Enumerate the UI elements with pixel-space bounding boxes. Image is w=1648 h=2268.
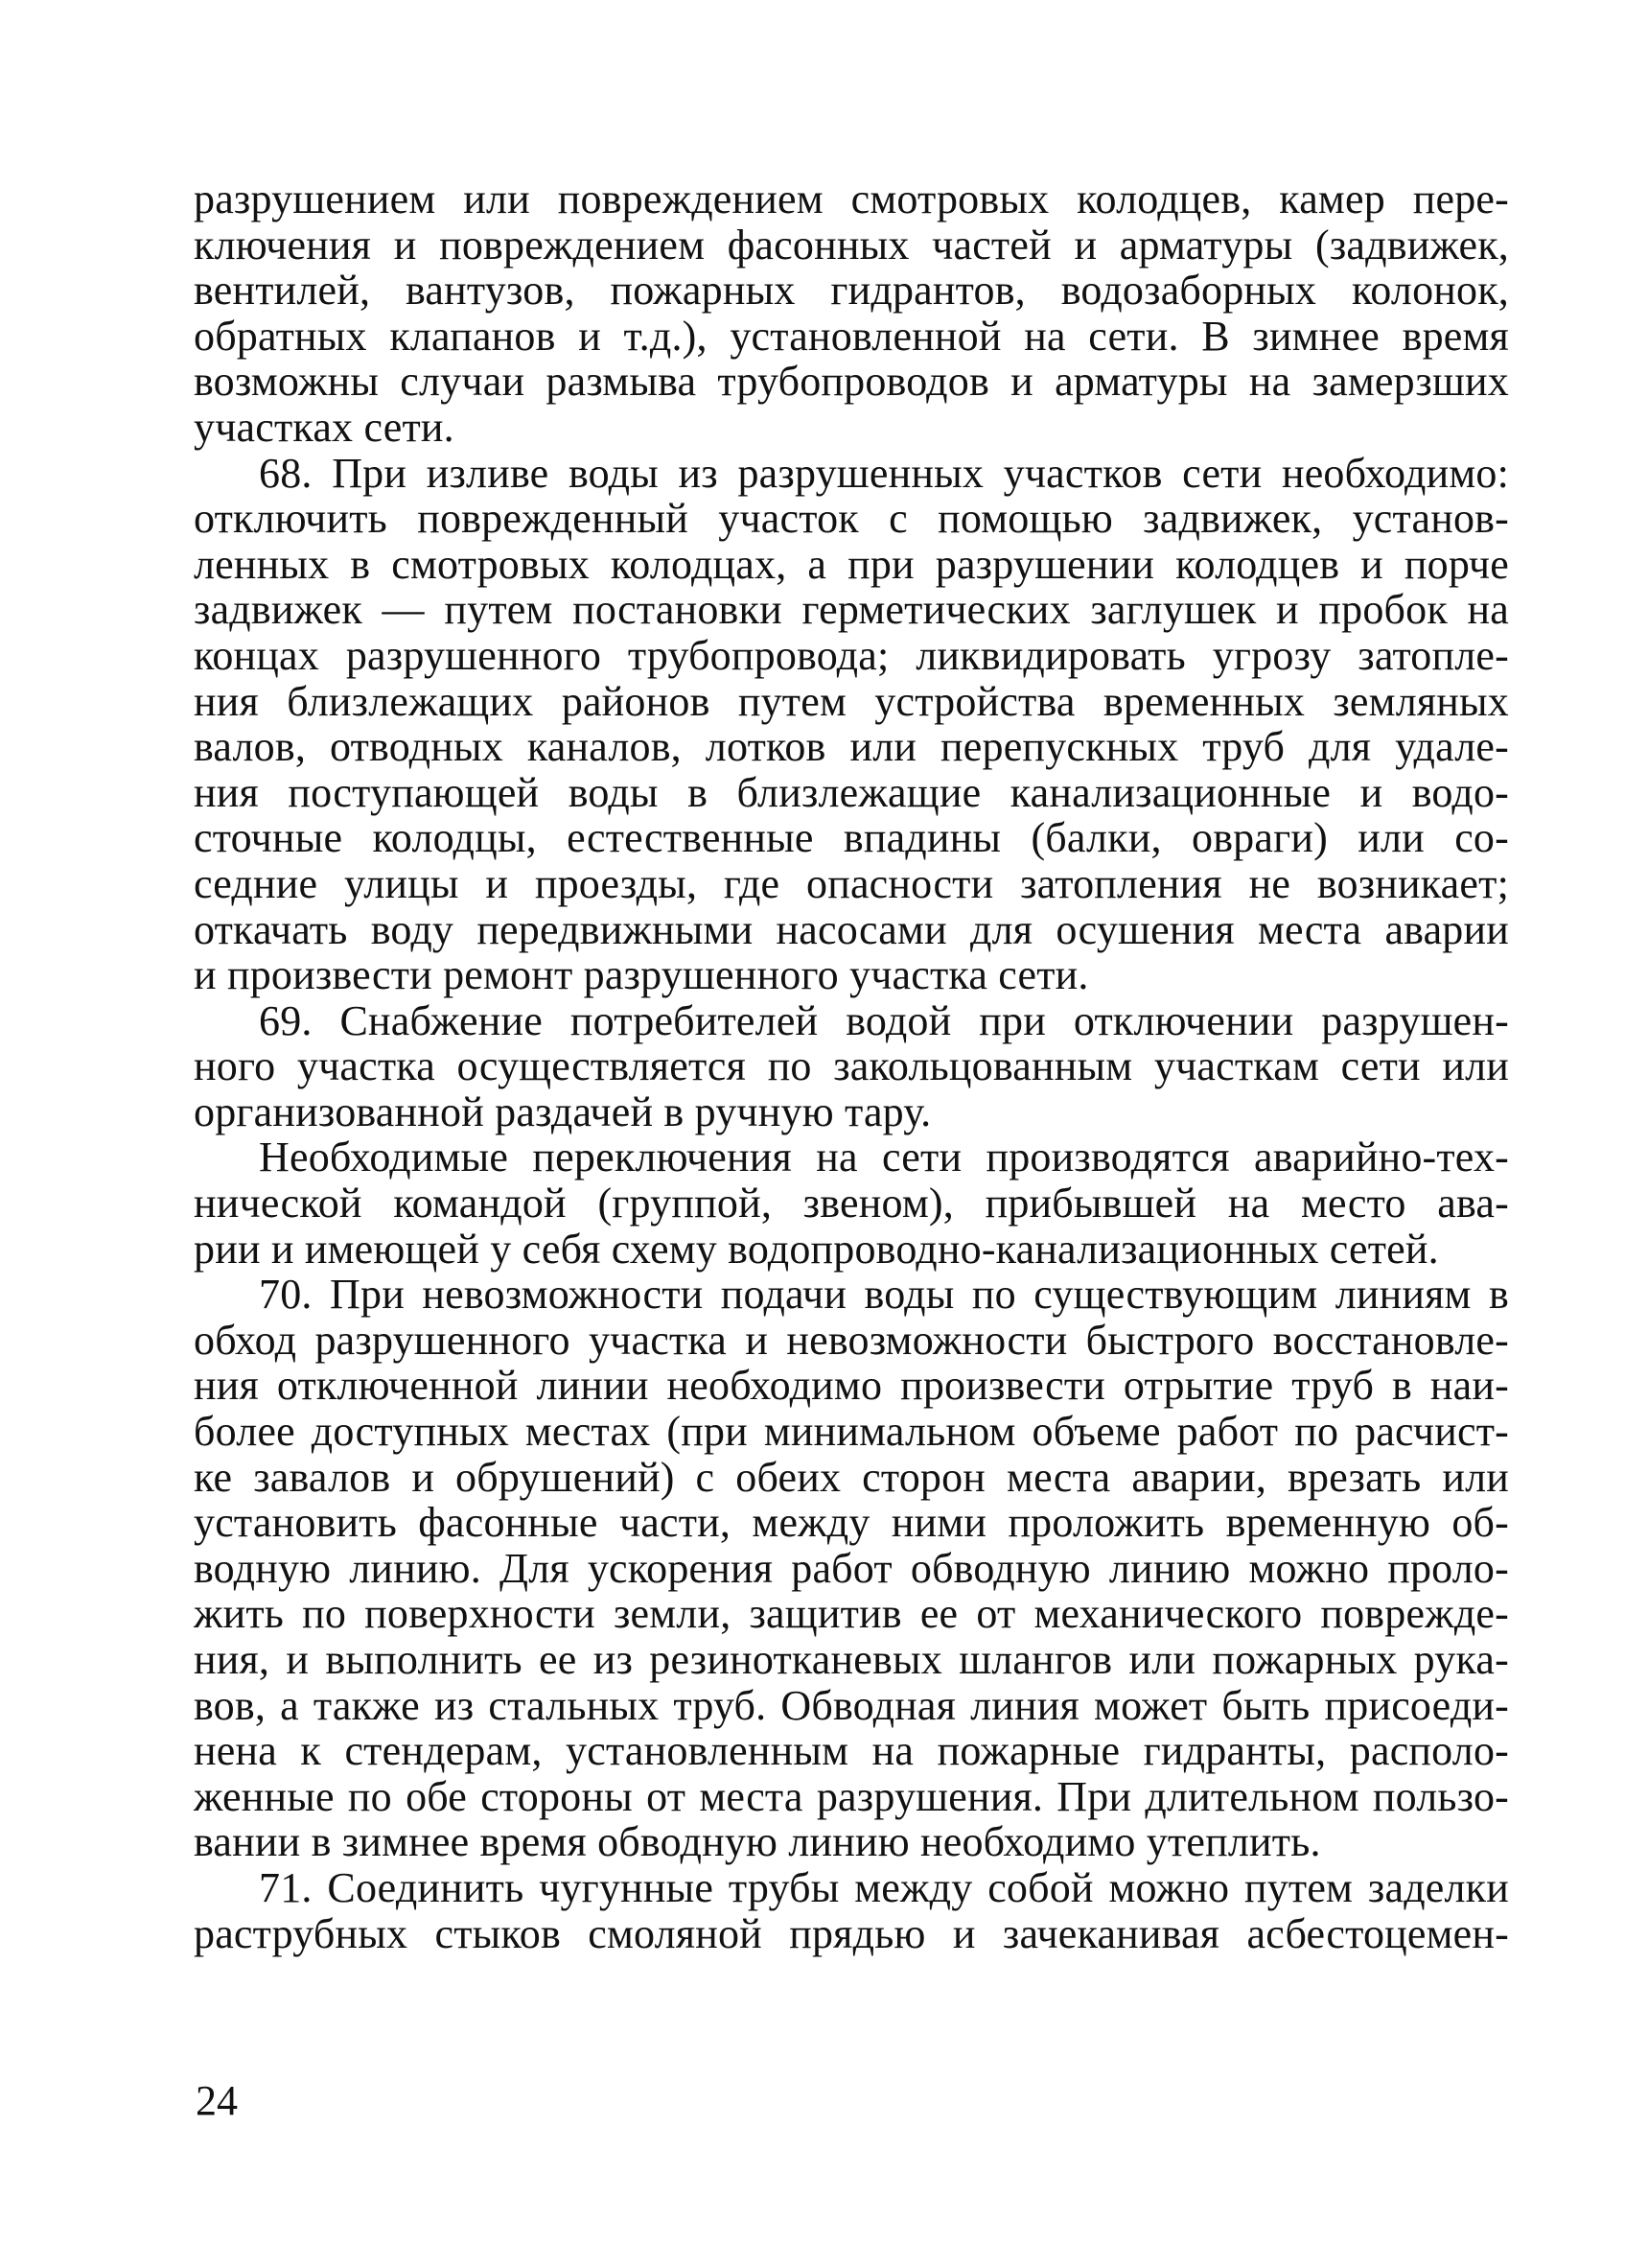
text-line: валов, отводных каналов, лотков или перепускных труб для удале- <box>194 723 1509 771</box>
text-line: седние улицы и проезды, где опасности затопления не возникает; <box>194 859 1509 907</box>
text-line: обратных клапанов и т.д.), установленной на сети. В зимнее время <box>194 312 1509 360</box>
paragraph-continuation <box>194 176 1509 451</box>
text-line: и произвести ремонт разрушенного участка сети. <box>194 951 1089 999</box>
text-line: нической командой (группой, звеном), прибывшей на место ава- <box>194 1180 1509 1228</box>
paragraph-69 <box>194 998 1509 1135</box>
text-line: 71. Соединить чугунные трубы между собой можно путем заделки <box>259 1863 1509 1911</box>
text-line: водную линию. Для ускорения работ обводную линию можно проло- <box>194 1544 1509 1592</box>
paragraph-69-switching <box>194 1134 1509 1272</box>
text-line: 68. При изливе воды из разрушенных участков сети необходимо: <box>259 449 1509 497</box>
text-line: раструбных стыков смоляной прядью и зачеканивая асбестоцемен- <box>194 1909 1509 1957</box>
text-line: отключить поврежденный участок с помощью задвижек, установ- <box>194 495 1509 543</box>
text-line: ния близлежащих районов путем устройства временных земляных <box>194 677 1509 725</box>
text-line: ключения и повреждением фасонных частей и арматуры (задвижек, <box>194 221 1509 269</box>
text-line: ния поступающей воды в близлежащие канализационные и водо- <box>194 768 1509 816</box>
text-line: ленных в смотровых колодцах, а при разрушении колодцев и порче <box>194 540 1509 588</box>
text-line: обход разрушенного участка и невозможности быстрого восстановле- <box>194 1316 1509 1364</box>
text-line: жить по поверхности земли, защитив ее от механического поврежде- <box>194 1590 1509 1638</box>
text-line: возможны случаи размыва трубопроводов и арматуры на замерзших <box>194 358 1509 406</box>
text-line: разрушением или повреждением смотровых колодцев, камер пере- <box>194 175 1509 222</box>
text-line: ния отключенной линии необходимо произвести отрытие труб в наи- <box>194 1362 1509 1410</box>
body-text <box>194 176 1509 1956</box>
text-line: ке завалов и обрушений) с обеих сторон места аварии, врезать или <box>194 1453 1509 1501</box>
text-line: женные по обе стороны от места разрушения. При длительном пользо- <box>194 1772 1509 1820</box>
text-line: установить фасонные части, между ними проложить временную об- <box>194 1499 1509 1547</box>
text-line: Необходимые переключения на сети производятся аварийно-тех- <box>259 1134 1509 1181</box>
text-line: откачать воду передвижными насосами для осушения места аварии <box>194 905 1509 953</box>
paragraph-68 <box>194 451 1509 998</box>
text-line: более доступных местах (при минимальном объеме работ по расчист- <box>194 1408 1509 1456</box>
text-line: 69. Снабжение потребителей водой при отключении разрушен- <box>259 996 1509 1044</box>
paragraph-70 <box>194 1272 1509 1865</box>
text-line: сточные колодцы, естественные впадины (балки, овраги) или со- <box>194 814 1509 862</box>
text-line: ного участка осуществляется по закольцованным участкам сети или <box>194 1042 1509 1090</box>
text-line: участках сети. <box>194 403 454 451</box>
text-line: рии и имеющей у себя схему водопроводно-канализационных сетей. <box>194 1225 1439 1273</box>
text-line: задвижек — путем постановки герметических заглушек и пробок на <box>194 586 1509 634</box>
text-line: вентилей, вантузов, пожарных гидрантов, водозаборных колонок, <box>194 267 1509 315</box>
page-number: 24 <box>196 2077 238 2124</box>
text-line: вов, а также из стальных труб. Обводная линия может быть присоеди- <box>194 1681 1509 1729</box>
text-line: нена к стендерам, установленным на пожарные гидранты, располо- <box>194 1727 1509 1775</box>
text-line: концах разрушенного трубопровода; ликвидировать угрозу затопле- <box>194 631 1509 679</box>
text-line: вании в зимнее время обводную линию необходимо утеплить. <box>194 1818 1321 1866</box>
text-line: организованной раздачей в ручную тару. <box>194 1087 932 1135</box>
text-line: ния, и выполнить ее из резинотканевых шлангов или пожарных рука- <box>194 1636 1509 1683</box>
text-line: 70. При невозможности подачи воды по существующим линиям в <box>259 1271 1509 1319</box>
paragraph-71 <box>194 1865 1509 1956</box>
